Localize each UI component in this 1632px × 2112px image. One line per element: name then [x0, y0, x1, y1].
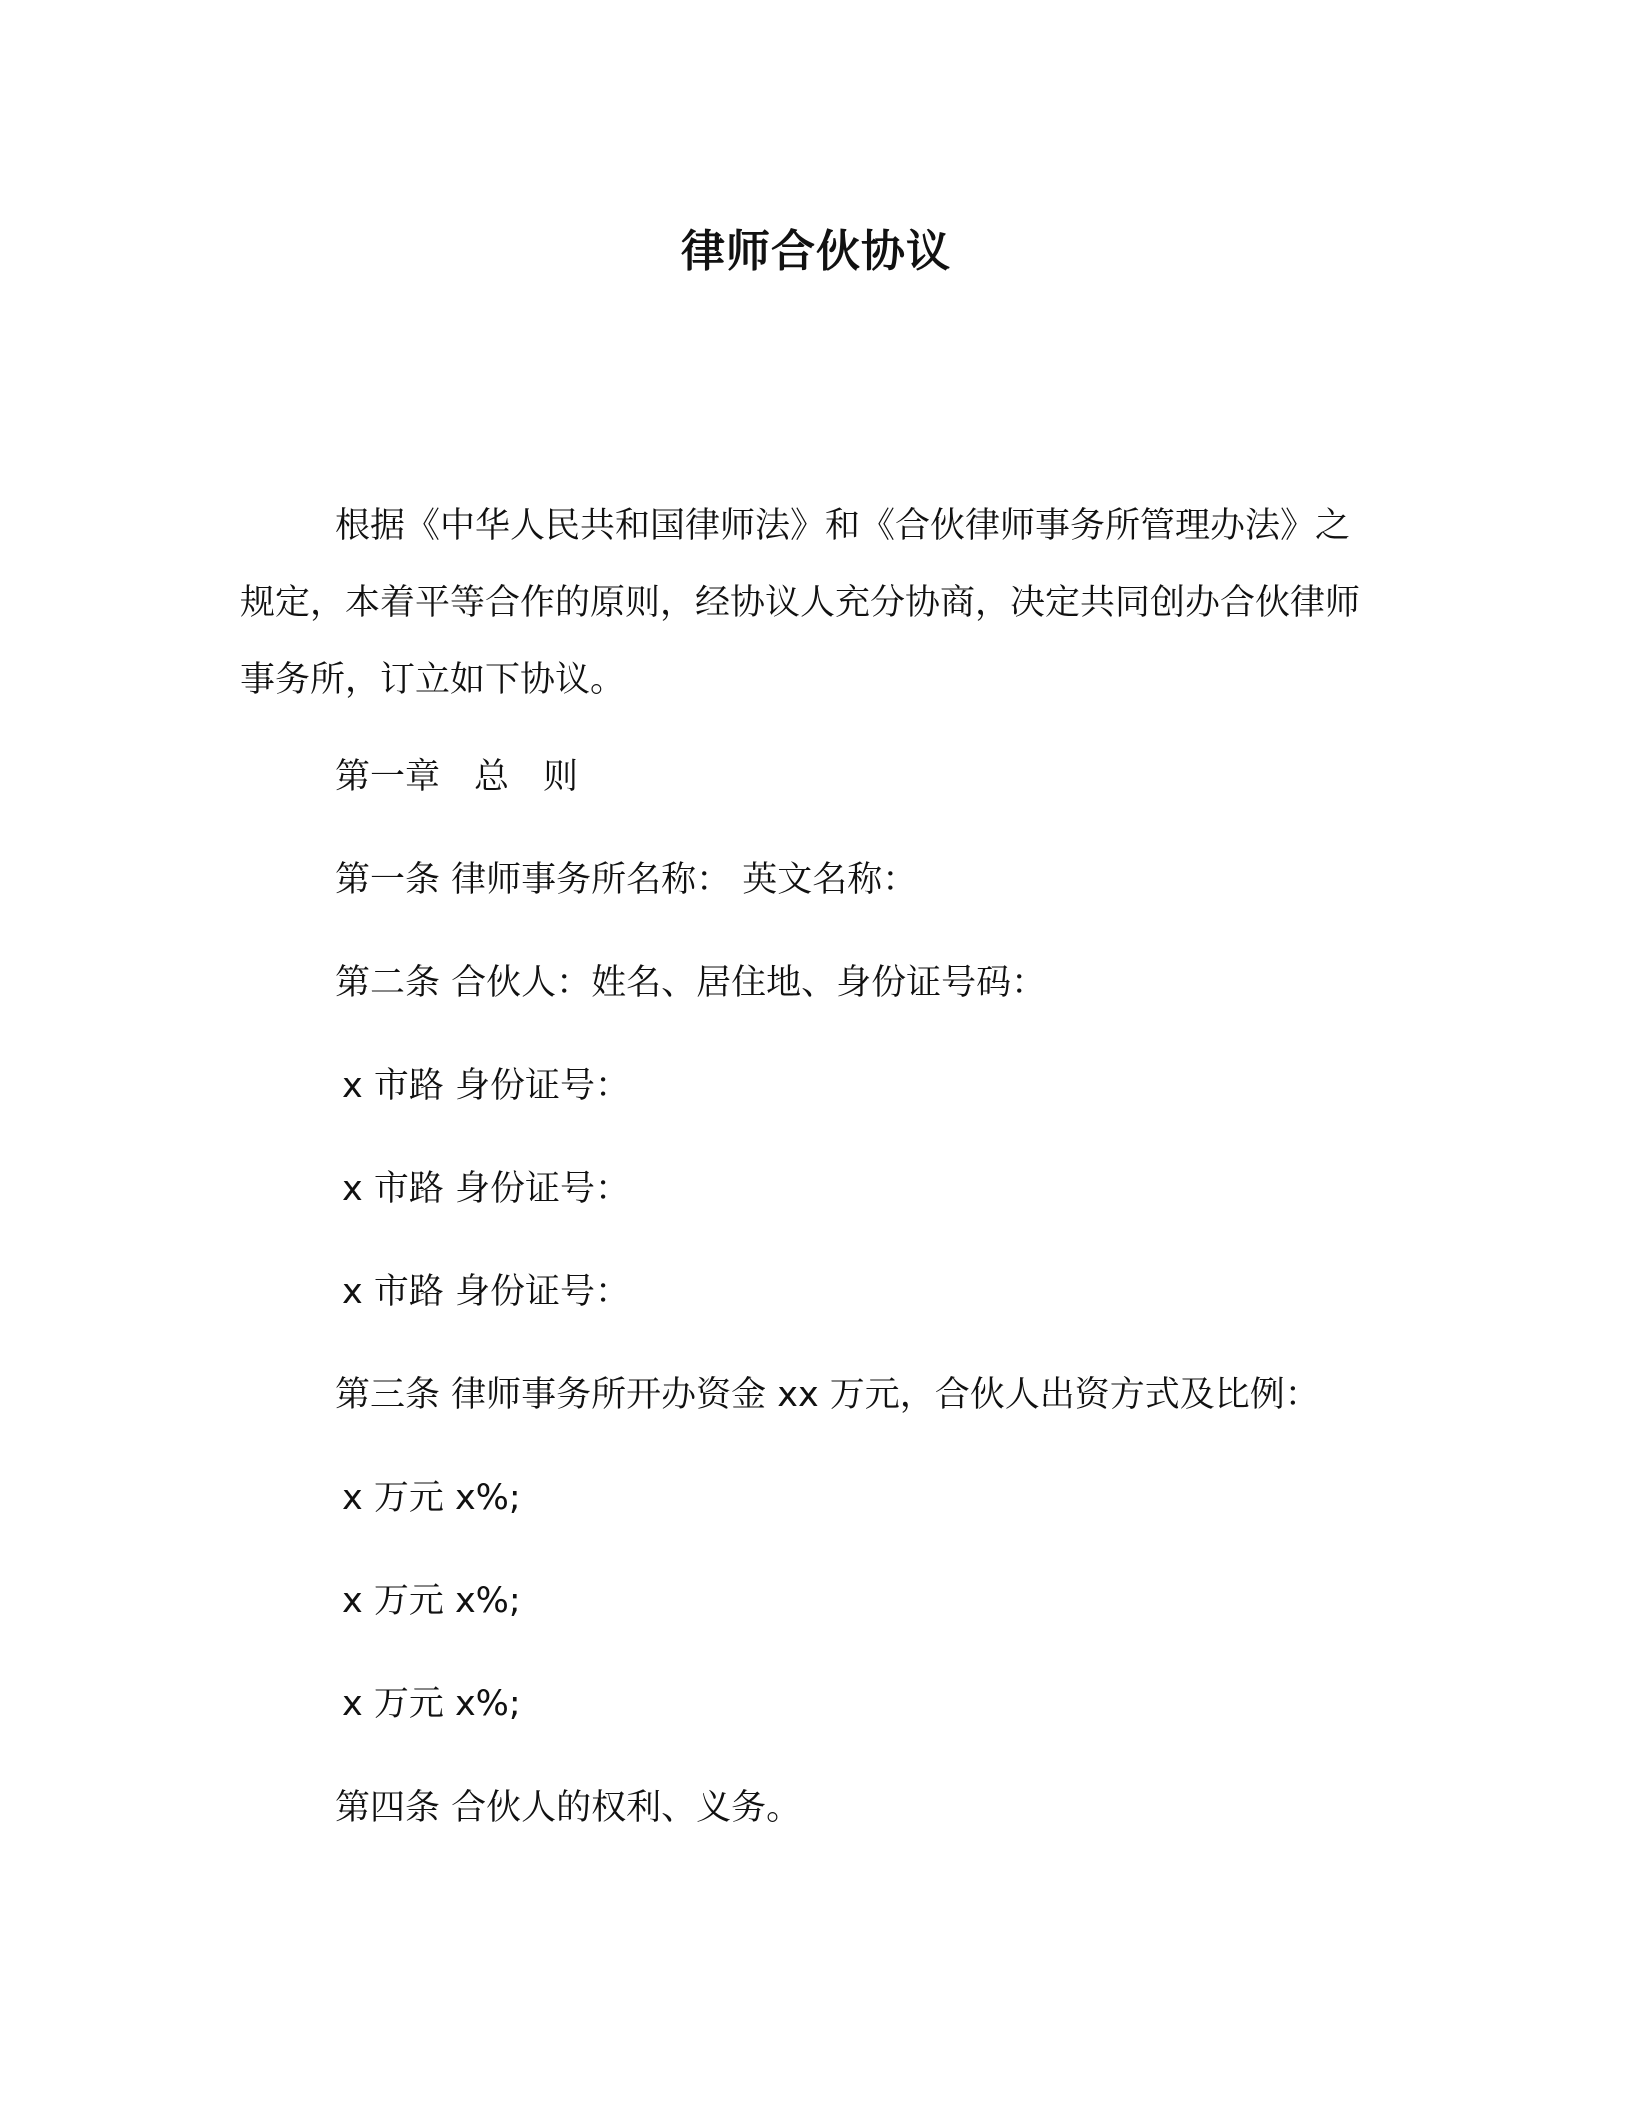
article-2: 第二条 合伙人：姓名、居住地、身份证号码： — [335, 963, 1047, 1003]
chapter-title-char-1: 总 — [474, 757, 510, 797]
intro-paragraph: 根据《中华人民共和国律师法》和《合伙律师事务所管理办法》之规定，本着平等合作的原则，经协议人充分协商，决定共同创办合伙律师事务所，订立如下协议。 — [240, 506, 1361, 700]
partner-line: x 市路 身份证号： — [342, 1272, 630, 1312]
partner-line: x 市路 身份证号： — [342, 1169, 630, 1209]
partner-line: x 市路 身份证号： — [342, 1066, 630, 1106]
article-1: 第一条 律师事务所名称： 英文名称： — [335, 860, 918, 900]
contribution-line: x 万元 x%; — [342, 1478, 521, 1518]
document-title: 律师合伙协议 — [681, 226, 951, 277]
chapter-number: 第一章 — [335, 757, 441, 797]
contribution-line: x 万元 x%; — [342, 1581, 521, 1621]
chapter-title-char-2: 则 — [543, 757, 579, 797]
article-4: 第四条 合伙人的权利、义务。 — [335, 1788, 802, 1828]
chapter-heading — [335, 752, 578, 802]
contribution-line: x 万元 x%; — [342, 1684, 521, 1724]
article-3: 第三条 律师事务所开办资金 xx 万元，合伙人出资方式及比例： — [335, 1375, 1320, 1415]
